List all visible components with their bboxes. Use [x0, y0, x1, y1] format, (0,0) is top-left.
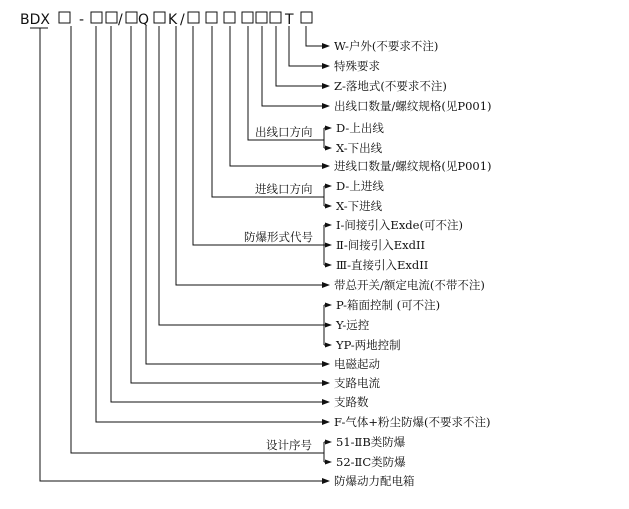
- label-exproof-2: Ⅱ-间接引入ExdII: [336, 238, 426, 252]
- label-design-51: 51-ⅡB类防爆: [336, 435, 406, 449]
- code-box-gas-dust: [91, 12, 102, 23]
- label-inlet-spec: 进线口数量/螺纹规格(见P001): [334, 159, 492, 173]
- code-box-design-no: [59, 12, 70, 23]
- code-box-outlet-dir: [242, 12, 253, 23]
- label-inlet-up: D-上进线: [336, 179, 384, 193]
- code-box-control: [154, 12, 165, 23]
- label-outlet-spec: 出线口数量/螺纹规格(见P001): [334, 99, 492, 113]
- label-branch-current: 支路电流: [334, 376, 380, 390]
- label-magnetic-start: 电磁起动: [334, 357, 380, 371]
- label-outlet-up: D-上出线: [336, 121, 384, 135]
- group-outlet-direction: 出线口方向: [255, 125, 313, 139]
- label-control-remote: Y-远控: [336, 318, 370, 332]
- label-special: 特殊要求: [334, 59, 380, 73]
- code-t: T: [285, 12, 294, 28]
- code-box-outdoor: [301, 12, 312, 23]
- code-box-inlet-dir: [206, 12, 217, 23]
- label-design-52: 52-ⅡC类防爆: [336, 455, 406, 469]
- group-exproof-type: 防爆形式代号: [244, 230, 313, 244]
- code-q: Q: [138, 12, 150, 28]
- label-main-switch: 带总开关/额定电流(不带不注): [334, 278, 485, 292]
- label-exproof-3: Ⅲ-直接引入ExdII: [336, 258, 429, 272]
- code-box-floor: [270, 12, 281, 23]
- label-control-panel: P-箱面控制 (可不注): [336, 298, 441, 312]
- label-gas-dust: F-气体+粉尘防爆(不要求不注): [334, 415, 491, 429]
- code-k: K: [168, 12, 178, 28]
- label-floor: Z-落地式(不要求不注): [334, 79, 447, 93]
- label-exproof-1: Ⅰ-间接引入Exde(可不注): [336, 218, 463, 232]
- code-prefix: BDX: [20, 12, 50, 28]
- code-box-exproof: [188, 12, 199, 23]
- group-design-number: 设计序号: [266, 438, 312, 452]
- code-dash: -: [79, 12, 85, 28]
- label-outdoor: W-户外(不要求不注): [334, 39, 439, 53]
- code-box-inlet-spec: [224, 12, 235, 23]
- code-slash-1: /: [118, 12, 123, 28]
- label-product: 防爆动力配电箱: [334, 474, 415, 488]
- code-box-branch-current: [126, 12, 137, 23]
- code-slash-2: /: [180, 12, 185, 28]
- label-inlet-down: X-下进线: [336, 199, 383, 213]
- code-box-outlet-spec: [256, 12, 267, 23]
- code-box-branch-count: [106, 12, 117, 23]
- group-inlet-direction: 进线口方向: [255, 182, 313, 196]
- label-control-both: YP-两地控制: [336, 338, 401, 352]
- label-branch-count: 支路数: [334, 395, 369, 409]
- label-outlet-down: X-下出线: [336, 141, 383, 155]
- leader-lines: [30, 26, 332, 484]
